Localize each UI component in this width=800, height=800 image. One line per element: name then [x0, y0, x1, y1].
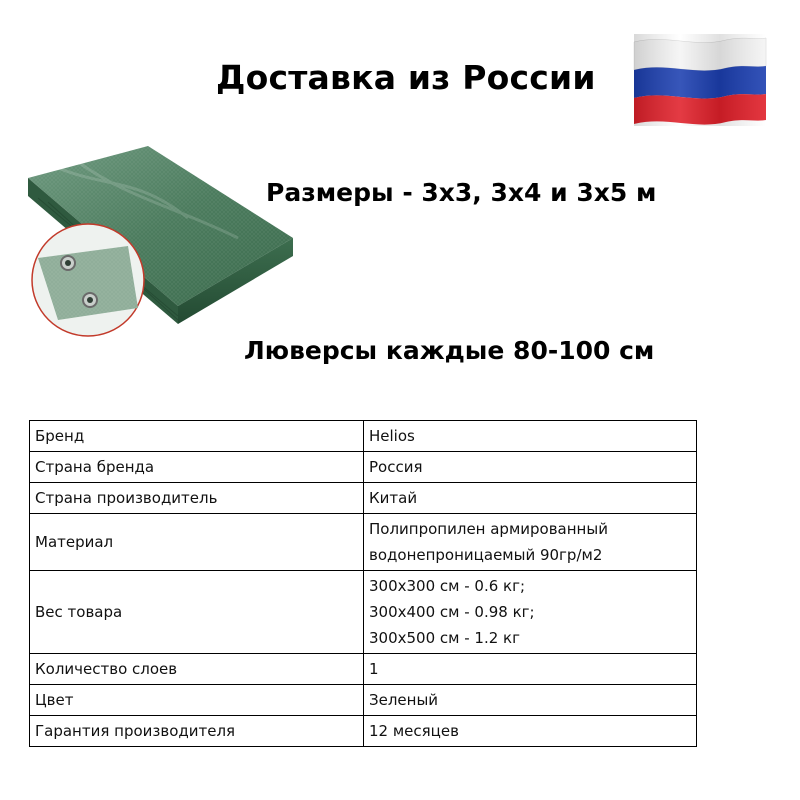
table-row [30, 514, 697, 571]
spec-value [364, 654, 697, 685]
spec-value-line: Helios [369, 427, 415, 445]
spec-label: Вес товара [30, 571, 364, 654]
table-row [30, 571, 697, 654]
spec-value-line: Китай [369, 489, 418, 507]
spec-value-line: водонепроницаемый 90гр/м2 [369, 546, 603, 564]
spec-value-line: 300х500 см - 1.2 кг [369, 629, 520, 647]
spec-value [364, 716, 697, 747]
spec-label: Гарантия производителя [30, 716, 364, 747]
spec-value-line: Зеленый [369, 691, 439, 709]
spec-value [364, 421, 697, 452]
spec-value-line: Россия [369, 458, 423, 476]
spec-label: Страна бренда [30, 452, 364, 483]
spec-label: Материал [30, 514, 364, 571]
spec-label: Цвет [30, 685, 364, 716]
page-title: Доставка из России [216, 58, 596, 97]
green-tarp-icon [18, 138, 298, 338]
specs-table [29, 420, 697, 747]
spec-label: Страна производитель [30, 483, 364, 514]
spec-value [364, 685, 697, 716]
spec-value-line: 300х300 см - 0.6 кг; [369, 577, 526, 595]
table-row [30, 716, 697, 747]
spec-value-line: 1 [369, 660, 379, 678]
spec-value [364, 452, 697, 483]
table-row [30, 421, 697, 452]
spec-value [364, 483, 697, 514]
sizes-text: Размеры - 3х3, 3х4 и 3х5 м [266, 178, 657, 207]
spec-value [364, 514, 697, 571]
spec-label: Количество слоев [30, 654, 364, 685]
eyelets-text: Люверсы каждые 80-100 см [244, 336, 655, 365]
table-row [30, 452, 697, 483]
table-row [30, 483, 697, 514]
russian-flag-icon [626, 34, 770, 126]
spec-value-line: Полипропилен армированный [369, 520, 608, 538]
table-row [30, 654, 697, 685]
spec-value-line: 12 месяцев [369, 722, 459, 740]
table-row [30, 685, 697, 716]
spec-value-line: 300х400 см - 0.98 кг; [369, 603, 535, 621]
spec-label: Бренд [30, 421, 364, 452]
spec-value [364, 571, 697, 654]
